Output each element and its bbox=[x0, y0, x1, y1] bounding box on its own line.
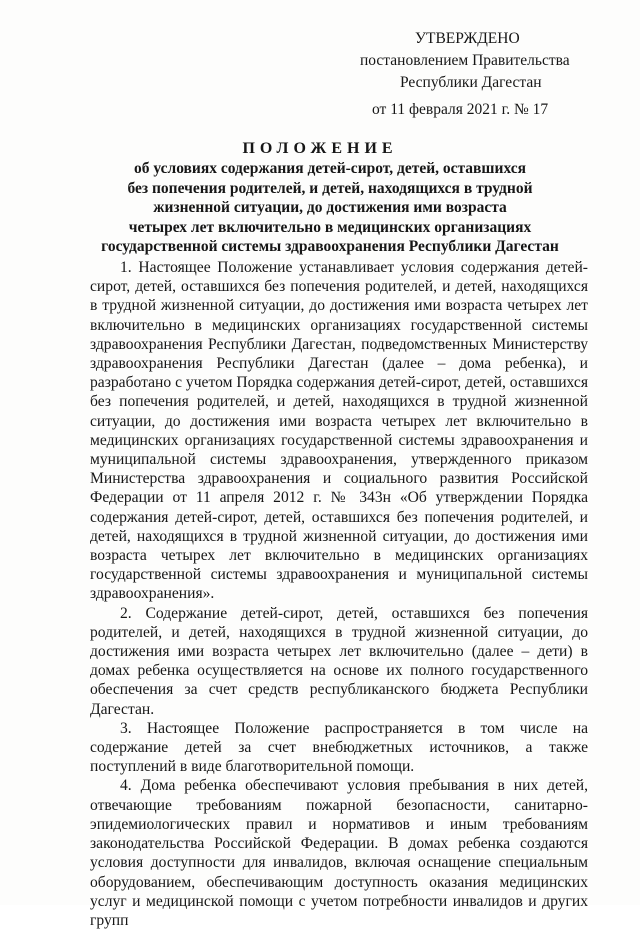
approval-heading: УТВЕРЖДЕНО bbox=[415, 30, 520, 47]
subtitle-line: об условиях содержания детей-сирот, детей, оставшихся bbox=[133, 160, 527, 177]
approval-date-number: от 11 февраля 2021 г. № 17 bbox=[372, 101, 549, 118]
subtitle-line: государственной системы здравоохранения Республики Дагестан bbox=[101, 238, 559, 255]
approval-stamp bbox=[360, 28, 590, 121]
subtitle-line: без попечения родителей, и детей, находящихся в трудной bbox=[127, 179, 533, 197]
document-subtitle bbox=[40, 159, 620, 257]
paragraph-1: 1. Настоящее Положение устанавливает условия содержания детей-сирот, детей, оставшихся без попечения родителей, и детей, находящихся в трудной жизненной ситуации, до достижения ими возраста четырех лет включительно в медицинских организациях государственной системы здравоохранения Республики Дагестан, подведомственных Министерству здравоохранения Республики Дагестан (далее – дома ребенка), и разработано с учетом Порядка содержания детей-сирот, детей, оставшихся без попечения родителей, и детей, находящихся в трудной жизненной ситуации, до достижения ими возраста четырех лет включительно в медицинских организациях государственной системы здравоохранения и муниципальной системы здравоохранения, утвержденного приказом Министерства здравоохранения и социального развития Российской Федерации от 11 апреля 2012 г. № 343н «Об утверждении Порядка содержания детей-сирот, детей, оставшихся без попечения родителей, и детей, находящихся в трудной жизненной ситуации, до достижения ими возраста четырех лет включительно в медицинских организациях государственной системы здравоохранения и муниципальной системы здравоохранения». bbox=[90, 259, 588, 603]
approval-issuer: постановлением Правительства bbox=[360, 52, 570, 69]
paragraph-3: 3. Настоящее Положение распространяется в том числе на содержание детей за счет внебюджетных источников, а также поступлений в виде благотворительной помощи. bbox=[90, 719, 588, 776]
subtitle-line: жизненной ситуации, до достижения ими возраста bbox=[153, 199, 507, 216]
approval-region: Республики Дагестан bbox=[400, 74, 542, 91]
paragraph-4: 4. Дома ребенка обеспечивают условия пребывания в них детей, отвечающие требованиям пожарной безопасности, санитарно-эпидемиологических правил и нормативов и иным требованиям законодательства Российской Федерации. В домах ребенка создаются условия доступности для инвалидов, включая оснащение специальным оборудованием, обеспечивающим доступность оказания медицинских услуг и медицинской помощи с учетом потребности инвалидов и других групп bbox=[90, 777, 588, 929]
document-body bbox=[90, 258, 588, 930]
document-title: ПОЛОЖЕНИЕ bbox=[242, 140, 398, 157]
subtitle-line: четырех лет включительно в медицинских организациях bbox=[128, 218, 532, 236]
paragraph-2: 2. Содержание детей-сирот, детей, оставшихся без попечения родителей, и детей, находящихся в трудной жизненной ситуации, до достижения ими возраста четырех лет включительно (далее – дети) в домах ребенка осуществляется на основе их полного государственного обеспечения за счет средств республиканского бюджета Республики Дагестан. bbox=[90, 604, 588, 718]
